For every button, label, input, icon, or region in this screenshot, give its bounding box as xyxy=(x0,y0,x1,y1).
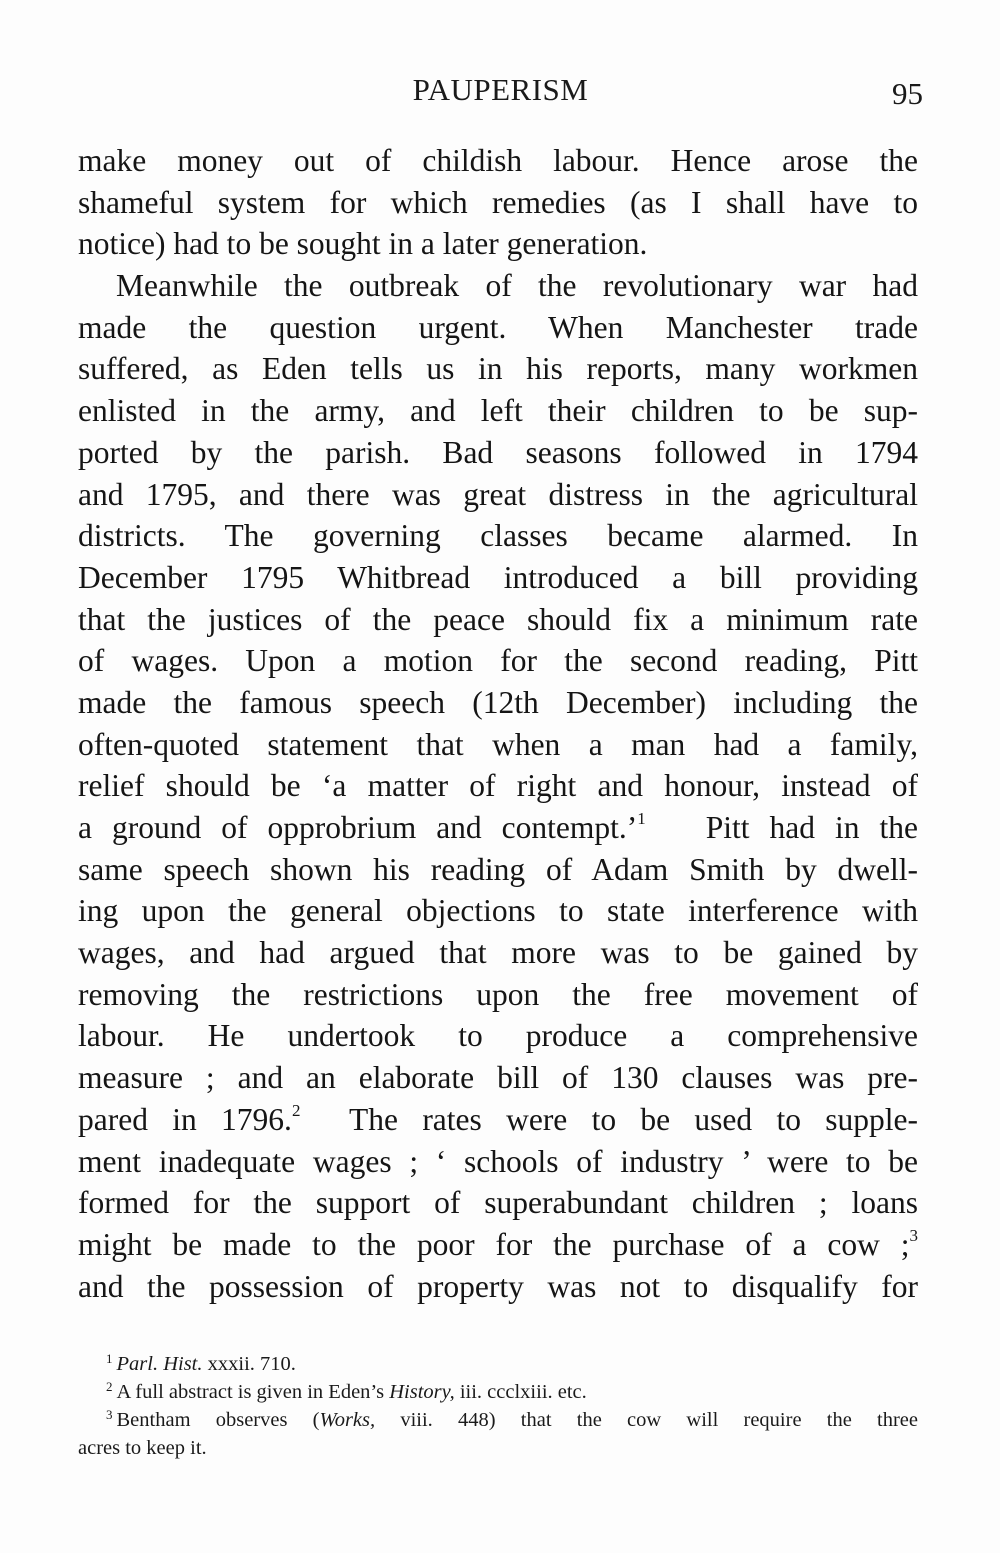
footnote-2 xyxy=(78,1378,918,1406)
text-line: of wages. Upon a motion for the second reading, Pitt xyxy=(78,643,918,679)
footnote-italic: Works, xyxy=(319,1409,376,1431)
text-line: districts. The governing classes became alarmed. In xyxy=(78,518,918,554)
text-line: and the possession of property was not to disqualify for xyxy=(78,1268,918,1304)
text-line: wages, and had argued that more was to be gained by xyxy=(78,935,918,971)
footnote-text: iii. ccclxiii. etc. xyxy=(454,1381,587,1403)
footnote-text: Bentham observes ( xyxy=(116,1409,320,1431)
text-line: measure ; and an elaborate bill of 130 clauses was pre- xyxy=(78,1060,918,1096)
text-line: made the question urgent. When Manchester trade xyxy=(78,309,918,345)
text-segment: The rates were to be used to supple- xyxy=(349,1101,918,1137)
text-segment: pared in 1796. xyxy=(78,1101,292,1137)
footnote-ref-2[interactable]: 2 xyxy=(291,1100,301,1120)
footnote-text: viii. 448) that the cow will require the three xyxy=(375,1409,918,1431)
text-segment: Pitt had in the xyxy=(705,810,918,845)
footnote-italic: History, xyxy=(389,1381,455,1403)
text-segment: a ground of opprobrium and contempt.’ xyxy=(78,810,638,845)
text-line: same speech shown his reading of Adam Smith by dwell- xyxy=(78,851,918,887)
text-line: shameful system for which remedies (as I shall have to xyxy=(78,184,918,220)
text-line: often-quoted statement that when a man had a family, xyxy=(78,726,918,762)
text-line: made the famous speech (12th December) including the xyxy=(78,684,918,720)
footnote-italic: Parl. Hist. xyxy=(116,1353,203,1375)
text-line: suffered, as Eden tells us in his reports, many workmen xyxy=(78,351,918,387)
footnote-1 xyxy=(78,1350,918,1378)
text-line: December 1795 Whitbread introduced a bill providing xyxy=(78,559,918,595)
text-line: Meanwhile the outbreak of the revolutionary war had xyxy=(116,268,918,304)
footnote-ref-3[interactable]: 3 xyxy=(909,1225,918,1245)
footnote-marker: 3 xyxy=(106,1407,113,1422)
footnote-3 xyxy=(78,1406,918,1434)
text-line: removing the restrictions upon the free movement of xyxy=(78,976,918,1012)
text-line: enlisted in the army, and left their children to be sup- xyxy=(78,393,918,429)
footnote-3-continuation: acres to keep it. xyxy=(78,1437,207,1459)
footnote-text: A full abstract is given in Eden’s xyxy=(116,1381,390,1403)
footnote-ref-1[interactable]: 1 xyxy=(637,809,646,828)
text-line: make money out of childish labour. Hence arose the xyxy=(78,143,918,178)
text-line xyxy=(78,807,918,849)
body-text xyxy=(78,140,918,1307)
text-line xyxy=(78,1224,918,1266)
text-line: relief should be ‘a matter of right and honour, instead of xyxy=(78,768,918,804)
footnotes xyxy=(78,1350,918,1462)
text-line: that the justices of the peace should fix a minimum rate xyxy=(78,601,918,637)
text-line: notice) had to be sought in a later generation. xyxy=(78,226,648,262)
text-line: labour. He undertook to produce a comprehensive xyxy=(78,1018,918,1054)
footnote-marker: 2 xyxy=(106,1379,113,1394)
text-line: ported by the parish. Bad seasons followed in 1794 xyxy=(78,434,918,470)
text-line: formed for the support of superabundant children ; loans xyxy=(78,1185,918,1221)
page-header xyxy=(78,70,923,114)
text-line: and 1795, and there was great distress in the agricultural xyxy=(78,476,918,512)
running-head: PAUPERISM xyxy=(412,72,589,107)
footnote-marker: 1 xyxy=(106,1351,113,1366)
page-number: 95 xyxy=(892,76,923,111)
text-line xyxy=(78,1099,918,1141)
text-line: ing upon the general objections to state interference with xyxy=(78,893,918,929)
footnote-text: xxxii. 710. xyxy=(202,1353,296,1375)
text-segment: might be made to the poor for the purchase of a cow ; xyxy=(78,1226,910,1262)
text-line: ment inadequate wages ; ‘ schools of industry ’ were to be xyxy=(78,1143,918,1179)
